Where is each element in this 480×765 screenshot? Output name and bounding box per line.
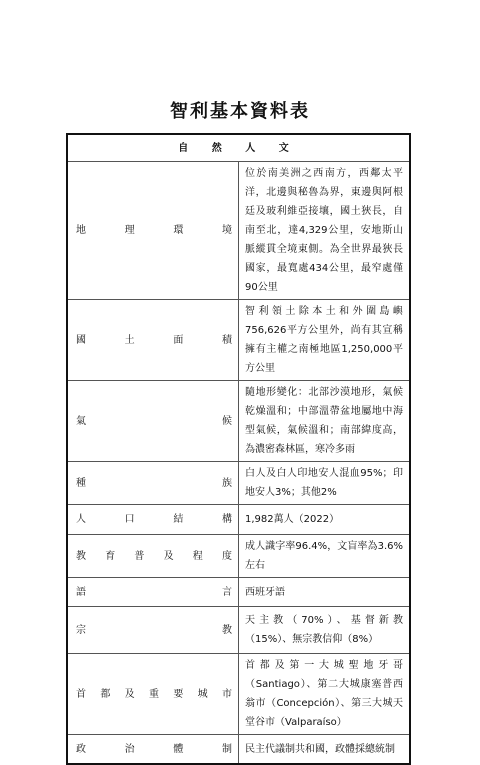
row-value: 智利領土除本土和外圍島嶼756,626平方公里外，尚有其宣稱擁有主權之南極地區1,250,000平方公里: [239, 300, 411, 381]
row-label-cell: [67, 300, 239, 381]
row-label: 人口結構: [76, 514, 232, 525]
row-label-cell: [67, 505, 239, 535]
table-row: [67, 607, 410, 654]
table-row: [67, 578, 410, 607]
row-label-cell: [67, 162, 239, 300]
row-label: 首都及重要城市: [76, 688, 232, 700]
table-row: [67, 462, 410, 505]
row-label-cell: [67, 535, 239, 578]
row-value: 成人識字率96.4%，文盲率為3.6%左右: [239, 535, 411, 578]
table-row: [67, 735, 410, 765]
row-label-cell: [67, 735, 239, 765]
table-row: [67, 381, 410, 462]
row-value: 1,982萬人（2022）: [239, 505, 411, 535]
row-label: 宗教: [76, 624, 232, 636]
section-header: 自 然 人 文: [67, 134, 410, 162]
section-header-row: [67, 134, 410, 162]
row-value: 西班牙語: [239, 578, 411, 607]
row-label-cell: [67, 607, 239, 654]
row-label: 種族: [76, 477, 232, 489]
row-label: 教育普及程度: [76, 550, 232, 562]
row-label-cell: [67, 654, 239, 735]
row-value: 民主代議制共和國，政體採總統制: [239, 735, 411, 765]
row-value: 天主教（70%）、基督新教（15%）、無宗教信仰（8%）: [239, 607, 411, 654]
table-row: [67, 505, 410, 535]
row-value: 隨地形變化：北部沙漠地形，氣候乾燥溫和；中部溫帶盆地屬地中海型氣候，氣候溫和；南部緯度高，為濃密森林區，寒冷多雨: [239, 381, 411, 462]
row-label-cell: [67, 578, 239, 607]
row-label: 國土面積: [76, 334, 232, 346]
row-label-cell: [67, 462, 239, 505]
row-value: 首都及第一大城聖地牙哥（Santiago）、第二大城康塞普西翁市（Concepción）、第三大城天堂谷市（Valparaíso）: [239, 654, 411, 735]
page-title: 智利基本資料表: [170, 101, 310, 122]
table-row: [67, 654, 410, 735]
row-label-cell: [67, 381, 239, 462]
table-row: [67, 535, 410, 578]
row-value: 位於南美洲之西南方，西鄰太平洋，北邊與秘魯為界，東邊與阿根廷及玻利維亞接壤，國土狹長，自南至北，達4,329公里，安地斯山脈縱貫全境東側。為全世界最狹長國家，最寬處434公里，最窄處僅90公里: [239, 162, 411, 300]
table-row: [67, 162, 410, 300]
row-label: 地理環境: [76, 225, 232, 236]
row-label: 氣候: [76, 415, 232, 427]
row-label: 政治體制: [76, 743, 232, 755]
table-row: [67, 300, 410, 381]
row-value: 白人及白人印地安人混血95%；印地安人3%；其他2%: [239, 462, 411, 505]
row-label: 語言: [76, 586, 232, 598]
info-table: [66, 133, 411, 765]
